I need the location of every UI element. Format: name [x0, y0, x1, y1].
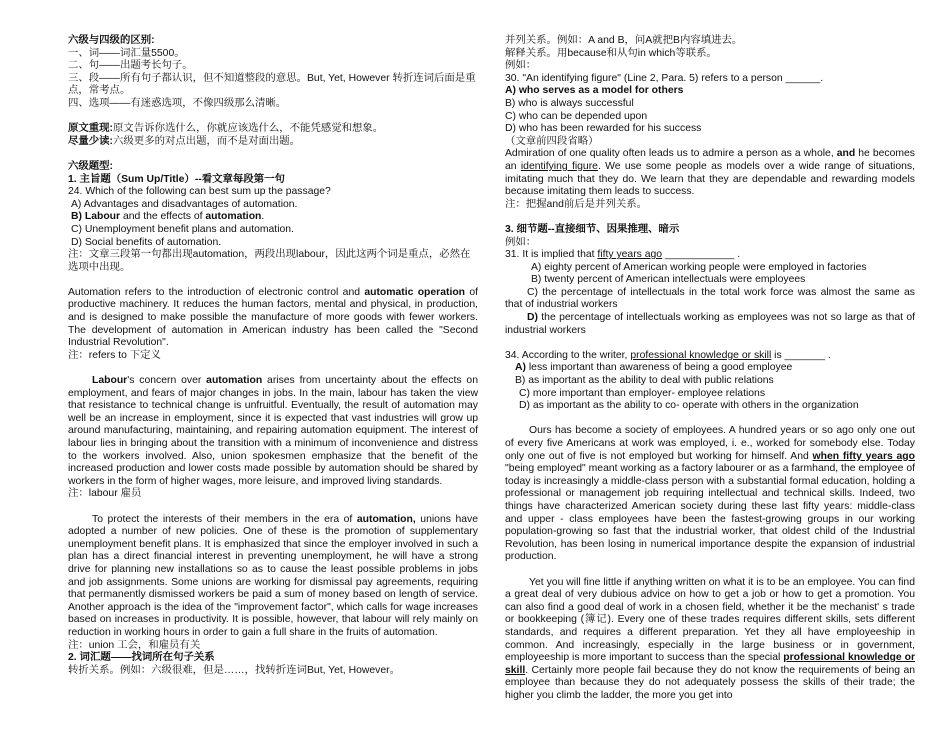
passage-paragraph: To protect the interests of their members in the era of automation, unions have adopted a number of new policies. One of these is the promotion of supplementary unemployment benefit plans. It is emphasized that since the employer involved in such a plan has a direct financial interest in preventing unemployment, he will have a strong drive for planning new installations so as to cause the least possible problems in jobs and job assignments. Some unions are working for dismissal pay agreements, requiring that permanently dismissed workers be paid a sum of money based on length of service. Another approach is the idea of the "improvement factor", which calls for wage increases based on increases in productivity. It is possible, however, that labour will rely mainly on reduction in working hours in order to gain a full share in the fruits of automation.: [68, 513, 478, 638]
note: 并列关系。例如：A and B，问A就把B内容填进去。: [505, 35, 743, 46]
difference-item: 四、选项——有迷惑选项，不像四级那么清晰。: [68, 97, 287, 109]
note: 例如：: [505, 60, 537, 72]
answer-option: D) the percentage of intellectuals working as employees was not so large as that of industrial workers: [505, 312, 915, 336]
question-type-title: 3. 细节题--直接细节、因果推理、暗示: [505, 223, 680, 235]
note: 注：refers to 下定义: [68, 349, 161, 361]
right-column: [505, 35, 915, 702]
answer-option: B) as important as the ability to deal with public relations: [515, 375, 774, 387]
note: 注：文章三段第一句都出现automation，两段出现labour，因此这两个词是重点，必然在选项中出现。: [68, 249, 471, 273]
answer-option: A) Advantages and disadvantages of automation.: [71, 198, 298, 210]
principle-text: 原文告诉你选什么，你就应该选什么，不能凭感觉和想象。: [113, 123, 384, 135]
answer-option: C) the percentage of intellectuals in the total work force was almost the same as that of industrial workers: [505, 286, 915, 311]
section-heading: 六级题型:: [68, 160, 114, 172]
note: 注：把握and前后是并列关系。: [505, 198, 648, 210]
principle-read-less: [68, 136, 478, 149]
answer-option: C) Unemployment benefit plans and automation.: [71, 223, 294, 235]
passage-paragraph: Automation refers to the introduction of electronic control and automatic operation of productive machinery. It reduces the human factors, mental and physical, in production, and is designed to make possible the manufacture of more goods with fewer workers. The development of automation in American industry has been called the "Second Industrial Revolution".: [68, 286, 478, 349]
answer-option: C) more important than employer- employee relations: [519, 387, 766, 399]
passage-paragraph: Yet you will fine little if anything written on what it is to be an employee. You can find a great deal of very dubious advice on how to get a job or how to get a promotion. You can also find a good deal of work in a chosen field, whether it be the mechanist' s trade or bookkeeping (簿记). Every one of these trades requires different skills, sets different standards, and requires a different preparation. Yet they all have employeeship in common. And increasingly, especially in the large business or in government, employeeship is more important to success than the special professional knowledge or skill. Certainly more people fail because they do not know the requirements of being an employee than because they do not adequately possess the skills of their trade; the higher you climb the ladder, the more you get into: [505, 576, 915, 701]
answer-option: A) less important than awareness of being a good employee: [515, 362, 793, 374]
difference-item: 一、词——词汇量5500。: [68, 47, 185, 59]
passage-paragraph: Ours has become a society of employees. A hundred years or so ago only one out of every five Americans at work was employed, i. e., worked for somebody else. Today only one out of five is not employed but working for himself. And when fifty years ago "being employed" meant working as a factory labourer or as a farmhand, the employee of today is increasingly a middle-class person with a substantial formal education, holding a professional or management job requiring intellectual and technical skills. Indeed, two things have characterized American society during these last fifty years: middle-class and upper - class employees have been the fastest-growing groups in our working population-growing so fast that the industrial worker, that oldest child of the Industrial Revolution, has been losing in numerical importance despite the expansion of industrial production.: [505, 425, 915, 563]
note: 注：labour 雇员: [68, 488, 142, 500]
passage-paragraph: Admiration of one quality often leads us to admire a person as a whole, and he becomes an identifying figure. We use some people as models over a wide range of situations, imitating much that they do. We learn that they are dependable and rewarding models because imitating them leads to success.: [505, 148, 915, 198]
question-type-title: 1. 主旨题（Sum Up/Title）--看文章每段第一句: [68, 173, 285, 185]
note: 注：union 工会，和雇员有关: [68, 639, 201, 651]
note: 解释关系。用because和从句in which等联系。: [505, 47, 717, 59]
passage-paragraph: Labour's concern over automation arises from uncertainty about the effects on employment, and fears of major changes in jobs. In the main, labour has taken the view that resistance to technical change is unfruitful. Eventually, the result of automation may well be an increase in employment, since it is expected that vast industries will grow up around manufacturing, maintaining, and repairing automation equipment. The interest of labour lies in bringing about the transition with a minimum of inconvenience and distress to the workers involved. Also, union spokesmen emphasize that the benefit of the increased production and lower costs made possible by automation should be shared by workers in the form of higher wages, more leisure, and improved living standards.: [68, 375, 478, 487]
question-stem: 24. Which of the following can best sum up the passage?: [68, 186, 331, 198]
answer-option: C) who can be depended upon: [505, 110, 648, 122]
answer-option: A) who serves as a model for others: [505, 85, 684, 97]
answer-option: D) as important as the ability to co- operate with others in the organization: [519, 400, 859, 412]
answer-option: B) Labour and the effects of automation.: [71, 211, 265, 223]
answer-option: A) eighty percent of American working people were employed in factories: [531, 261, 867, 273]
answer-option: D) who has been rewarded for his success: [505, 123, 702, 135]
left-column: [68, 35, 478, 677]
answer-option: B) who is always successful: [505, 97, 634, 109]
difference-item: 三、段——所有句子都认识，但不知道整段的意思。But, Yet, However 转折连词后面是重点，常考点。: [68, 72, 476, 97]
question-stem: 30. "An identifying figure" (Line 2, Para. 5) refers to a person ______.: [505, 72, 824, 84]
question-stem: 31. It is implied that fifty years ago ____________ .: [505, 249, 741, 261]
principle-label: 尽量少读:: [68, 135, 114, 147]
question-type-title: 2. 词汇题——找词所在句子关系: [68, 652, 215, 664]
principle-text: 六级更多的对点出题，而不是对面出题。: [113, 135, 301, 147]
note: 转折关系。例如：六级很难，但是……，找转折连词But, Yet, However。: [68, 664, 400, 676]
principle-original-text: [68, 123, 478, 136]
answer-option: B) twenty percent of American intellectuals were employees: [531, 274, 806, 286]
note: （文章前四段省略）: [505, 135, 599, 147]
answer-option: D) Social benefits of automation.: [71, 236, 222, 248]
note: 例如：: [505, 236, 537, 248]
section-heading: 六级与四级的区别:: [68, 35, 155, 46]
difference-item: 二、句——出题考长句子。: [68, 60, 193, 72]
principle-label: 原文重现:: [68, 123, 114, 135]
question-stem: 34. According to the writer, professional knowledge or skill is _______ .: [505, 349, 831, 361]
